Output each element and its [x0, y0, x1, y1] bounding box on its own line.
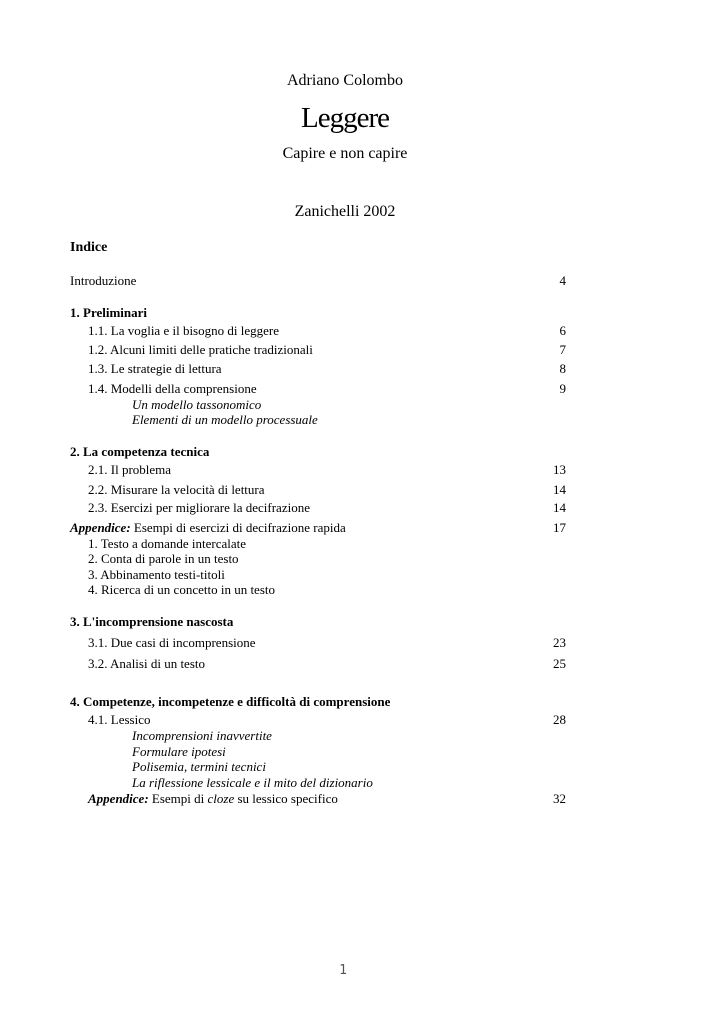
toc-entry-2-1: 2.1. Il problema — [88, 462, 172, 477]
toc-subentry: Un modello tassonomico — [132, 397, 262, 412]
toc-page-3-2: 25 — [553, 656, 566, 671]
author: Adriano Colombo — [287, 72, 403, 89]
appendix-text: su lessico specifico — [234, 791, 338, 806]
toc-page-3-1: 23 — [553, 635, 566, 650]
toc-entry-1-1: 1.1. La voglia e il bisogno di leggere — [88, 323, 279, 338]
toc-subentry: Elementi di un modello processuale — [132, 412, 318, 427]
toc-list-item: 3. Abbinamento testi-titoli — [88, 567, 225, 582]
toc-entry-intro: Introduzione — [70, 273, 137, 288]
toc-entry-appendix-2 — [70, 520, 346, 536]
toc-page-1-1: 6 — [559, 323, 566, 338]
page-number: 1 — [339, 963, 347, 978]
toc-subentry: Formulare ipotesi — [132, 744, 226, 759]
toc-subentry: La riflessione lessicale e il mito del dizionario — [132, 775, 373, 790]
toc-entry-1-3: 1.3. Le strategie di lettura — [88, 361, 222, 376]
toc-page-2-2: 14 — [553, 482, 566, 497]
chapter-3-title: 3. L'incomprensione nascosta — [70, 614, 234, 629]
toc-page-intro: 4 — [559, 273, 566, 288]
toc-page-4-1: 28 — [553, 712, 566, 727]
toc-entry-1-2: 1.2. Alcuni limiti delle pratiche tradizionali — [88, 342, 313, 357]
toc-entry-3-2: 3.2. Analisi di un testo — [88, 656, 205, 671]
book-subtitle: Capire e non capire — [282, 145, 408, 162]
toc-subentry: Polisemia, termini tecnici — [132, 759, 266, 774]
publisher: Zanichelli 2002 — [294, 203, 396, 220]
toc-page-1-3: 8 — [559, 361, 566, 376]
toc-entry-appendix-4 — [88, 791, 338, 807]
toc-list-item: 4. Ricerca di un concetto in un testo — [88, 582, 276, 597]
toc-page-2-3: 14 — [553, 500, 566, 515]
appendix-label: Appendice: — [70, 520, 131, 535]
toc-list-item: 2. Conta di parole in un testo — [88, 551, 239, 566]
toc-heading: Indice — [70, 240, 108, 255]
toc-subentry: Incomprensioni inavvertite — [132, 728, 272, 743]
toc-page-appendix-2: 17 — [553, 520, 566, 535]
toc-entry-4-1: 4.1. Lessico — [88, 712, 151, 727]
book-title: Leggere — [301, 102, 389, 134]
toc-entry-3-1: 3.1. Due casi di incomprensione — [88, 635, 256, 650]
toc-page-2-1: 13 — [553, 462, 566, 477]
toc-entry-2-2: 2.2. Misurare la velocità di lettura — [88, 482, 265, 497]
toc-entry-1-4: 1.4. Modelli della comprensione — [88, 381, 257, 396]
chapter-2-title: 2. La competenza tecnica — [70, 444, 210, 459]
appendix-label: Appendice: — [88, 791, 149, 806]
appendix-emphasis: cloze — [207, 791, 235, 806]
chapter-4-title: 4. Competenze, incompetenze e difficoltà di comprensione — [70, 694, 391, 709]
toc-page-1-2: 7 — [559, 342, 566, 357]
toc-page-appendix-4: 32 — [553, 791, 566, 806]
appendix-text: Esempi di esercizi di decifrazione rapida — [130, 520, 346, 535]
toc-entry-2-3: 2.3. Esercizi per migliorare la decifrazione — [88, 500, 310, 515]
toc-list-item: 1. Testo a domande intercalate — [88, 536, 247, 551]
appendix-text: Esempi di — [148, 791, 208, 806]
chapter-1-title: 1. Preliminari — [70, 305, 148, 320]
toc-page-1-4: 9 — [559, 381, 566, 396]
